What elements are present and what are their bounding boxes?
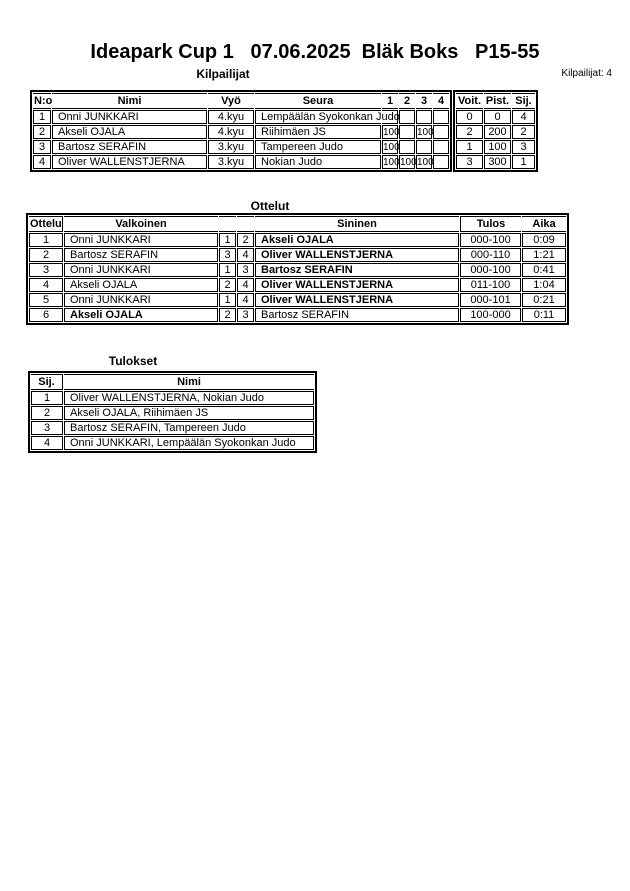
competitor-round3-cell	[416, 140, 432, 154]
competitor-round1-cell: 100	[383, 126, 400, 138]
competitor-round2-cell	[399, 110, 415, 124]
match-row	[29, 248, 566, 262]
competitor-round2-cell	[399, 125, 415, 139]
competitor-round2-cell	[399, 140, 415, 154]
match-number-cell: 5	[29, 293, 63, 307]
competitors-header-belt: Vyö	[208, 93, 254, 109]
match-blue-number-cell: 4	[237, 248, 254, 262]
match-row	[29, 293, 566, 307]
competitor-row	[33, 140, 449, 154]
competitor-belt-cell: 4.kyu	[208, 110, 254, 124]
results-header-row	[31, 374, 314, 390]
matches-header-spacer	[237, 216, 254, 232]
result-name-cell: Akseli OJALA, Riihimäen JS	[64, 406, 314, 420]
competitor-number-cell: 1	[33, 110, 51, 124]
result-name-cell: Bartosz SERAFIN, Tampereen Judo	[64, 421, 314, 435]
matches-section-title: Ottelut	[250, 199, 290, 213]
match-number-cell: 3	[29, 263, 63, 277]
competitor-wins-cell: 2	[456, 125, 483, 139]
match-blue-number-cell: 2	[237, 233, 254, 247]
match-number-cell: 1	[29, 233, 63, 247]
result-row	[31, 421, 314, 435]
competitor-round1-cell: 100	[383, 141, 400, 153]
competitors-header-round1: 1	[382, 93, 398, 109]
match-white-name-cell: Onni JUNKKARI	[64, 263, 218, 277]
match-white-name-cell: Akseli OJALA	[64, 278, 218, 292]
match-blue-name-cell: Oliver WALLENSTJERNA	[255, 278, 459, 292]
competitor-round3-cell: 100	[417, 156, 434, 168]
competitors-header-points: Pist.	[485, 95, 510, 107]
results-section-title: Tulokset	[108, 354, 158, 368]
competitor-place-cell: 3	[512, 140, 535, 154]
match-blue-number-cell: 4	[237, 293, 254, 307]
competitor-round4-cell	[433, 155, 449, 169]
results-header-place: Sij.	[31, 374, 63, 390]
matches-header-match: Ottelu	[30, 218, 62, 230]
competitor-row	[33, 125, 449, 139]
match-time-cell: 1:04	[522, 278, 566, 292]
match-result-cell: 011-100	[460, 278, 521, 292]
competitors-table	[30, 90, 452, 172]
result-row	[31, 436, 314, 450]
competitor-stats-row	[456, 125, 535, 139]
competitor-points-cell: 0	[484, 110, 511, 124]
matches-table	[26, 213, 569, 325]
result-row	[31, 391, 314, 405]
competitor-club-cell: Tampereen Judo	[255, 140, 381, 154]
competitors-header-row	[33, 93, 449, 109]
competitor-round4-cell	[433, 110, 449, 124]
competitor-name-cell: Akseli OJALA	[52, 125, 207, 139]
competitors-tables	[30, 90, 538, 172]
competitor-stats-row	[456, 155, 535, 169]
competitors-header-round4: 4	[433, 93, 449, 109]
match-blue-number-cell: 3	[237, 263, 254, 277]
result-row	[31, 406, 314, 420]
matches-header-spacer	[219, 216, 236, 232]
competitor-row	[33, 110, 449, 124]
match-blue-name-cell: Akseli OJALA	[255, 233, 459, 247]
results-header-name: Nimi	[64, 374, 314, 390]
competitor-wins-cell: 3	[456, 155, 483, 169]
competitor-stats-row	[456, 110, 535, 124]
result-place-cell: 3	[31, 421, 63, 435]
competitor-points-cell: 100	[484, 140, 511, 154]
competitor-name-cell: Onni JUNKKARI	[52, 110, 207, 124]
competitors-header-no: N:o	[34, 95, 53, 107]
competitor-wins-cell: 0	[456, 110, 483, 124]
competitor-name-cell: Oliver WALLENSTJERNA	[52, 155, 207, 169]
competitor-row	[33, 155, 449, 169]
competitor-club-cell: Nokian Judo	[255, 155, 381, 169]
competitor-number-cell: 4	[33, 155, 51, 169]
match-blue-name-cell: Oliver WALLENSTJERNA	[255, 248, 459, 262]
competitor-round4-cell	[433, 140, 449, 154]
matches-header-row	[29, 216, 566, 232]
competitor-points-cell: 200	[484, 125, 511, 139]
document-title: Ideapark Cup 1 07.06.2025 Bläk Boks P15-55	[90, 41, 540, 63]
results-table	[28, 371, 317, 453]
competitor-club-cell: Riihimäen JS	[255, 125, 381, 139]
matches-header-time: Aika	[522, 216, 566, 232]
competitors-header-wins: Voit.	[457, 95, 481, 107]
match-white-number-cell: 2	[219, 278, 236, 292]
match-result-cell: 000-100	[460, 233, 521, 247]
match-blue-name-cell: Bartosz SERAFIN	[255, 308, 459, 322]
match-time-cell: 0:21	[522, 293, 566, 307]
match-blue-number-cell: 4	[237, 278, 254, 292]
competitors-section-title: Kilpailijat	[196, 67, 250, 81]
match-white-number-cell: 1	[219, 263, 236, 277]
competitor-number-cell: 3	[33, 140, 51, 154]
competitor-belt-cell: 3.kyu	[208, 140, 254, 154]
match-white-name-cell: Onni JUNKKARI	[64, 293, 218, 307]
match-result-cell: 100-000	[460, 308, 521, 322]
competitor-place-cell: 2	[512, 125, 535, 139]
competitor-belt-cell: 3.kyu	[208, 155, 254, 169]
match-blue-name-cell: Oliver WALLENSTJERNA	[255, 293, 459, 307]
competitor-place-cell: 1	[512, 155, 535, 169]
matches-header-white: Valkoinen	[64, 216, 218, 232]
competitors-header-round2: 2	[399, 93, 415, 109]
matches-header-blue: Sininen	[255, 216, 459, 232]
competitors-stats-table	[453, 90, 538, 172]
match-row	[29, 308, 566, 322]
competitor-round3-cell: 100	[417, 126, 434, 138]
result-name-cell: Oliver WALLENSTJERNA, Nokian Judo	[64, 391, 314, 405]
match-white-number-cell: 1	[219, 233, 236, 247]
matches-header-result: Tulos	[460, 216, 521, 232]
match-result-cell: 000-101	[460, 293, 521, 307]
match-blue-name-cell: Bartosz SERAFIN	[255, 263, 459, 277]
match-white-number-cell: 3	[219, 248, 236, 262]
match-number-cell: 4	[29, 278, 63, 292]
result-place-cell: 1	[31, 391, 63, 405]
competitor-round3-cell	[416, 110, 432, 124]
match-time-cell: 0:11	[522, 308, 566, 322]
competitors-header-club: Seura	[255, 93, 381, 109]
competitors-stats-header-row	[456, 93, 535, 109]
match-white-name-cell: Akseli OJALA	[64, 308, 218, 322]
match-number-cell: 6	[29, 308, 63, 322]
match-row	[29, 278, 566, 292]
competitors-header-place: Sij.	[512, 93, 535, 109]
competitor-wins-cell: 1	[456, 140, 483, 154]
competitors-header-name: Nimi	[52, 93, 207, 109]
match-time-cell: 1:21	[522, 248, 566, 262]
competitor-round2-cell: 100	[400, 156, 417, 168]
competitor-place-cell: 4	[512, 110, 535, 124]
result-place-cell: 2	[31, 406, 63, 420]
competitor-count-label: Kilpailijat: 4	[561, 68, 612, 79]
competitor-belt-cell: 4.kyu	[208, 125, 254, 139]
match-blue-number-cell: 3	[237, 308, 254, 322]
competitor-stats-row	[456, 140, 535, 154]
competitor-round4-cell	[433, 125, 449, 139]
match-row	[29, 233, 566, 247]
competitor-club-cell: Lempäälän Syokonkan Judo	[255, 110, 381, 124]
match-result-cell: 000-100	[460, 263, 521, 277]
match-number-cell: 2	[29, 248, 63, 262]
competitor-round1-cell: 100	[383, 156, 400, 168]
match-white-name-cell: Bartosz SERAFIN	[64, 248, 218, 262]
competitor-points-cell: 300	[484, 155, 511, 169]
match-white-number-cell: 2	[219, 308, 236, 322]
match-white-name-cell: Onni JUNKKARI	[64, 233, 218, 247]
competitor-name-cell: Bartosz SERAFIN	[52, 140, 207, 154]
competitors-header-round3: 3	[416, 93, 432, 109]
result-place-cell: 4	[31, 436, 63, 450]
match-result-cell: 000-110	[460, 248, 521, 262]
result-name-cell: Onni JUNKKARI, Lempäälän Syokonkan Judo	[64, 436, 314, 450]
competitor-number-cell: 2	[33, 125, 51, 139]
match-time-cell: 0:09	[522, 233, 566, 247]
match-time-cell: 0:41	[522, 263, 566, 277]
match-row	[29, 263, 566, 277]
match-white-number-cell: 1	[219, 293, 236, 307]
